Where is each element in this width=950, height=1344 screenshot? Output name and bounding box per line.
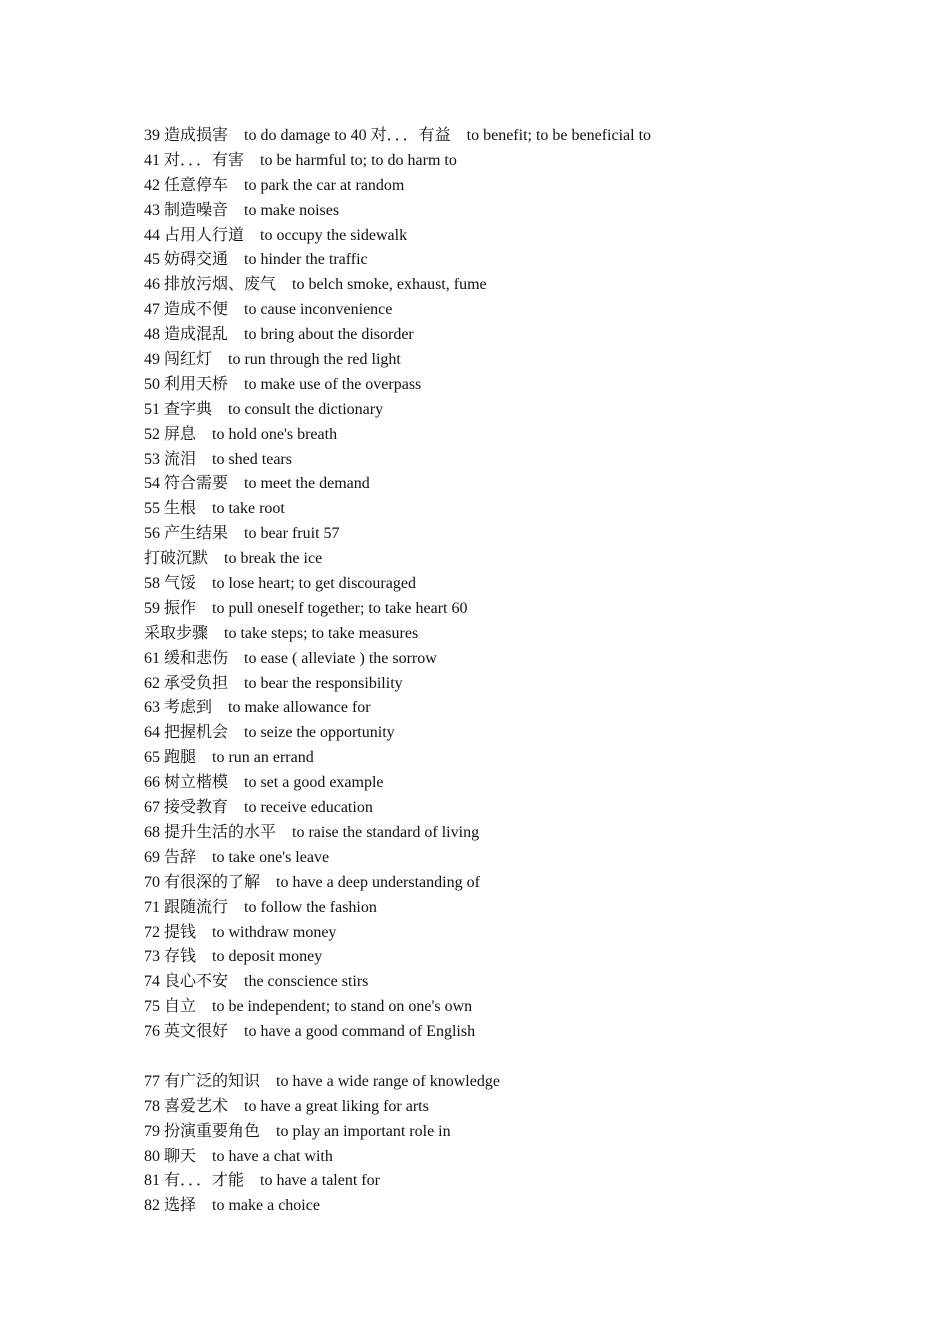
text-line: 68 提升生活的水平 to raise the standard of living [144,823,480,841]
text-line: 56 产生结果 to bear fruit 57 [144,525,340,543]
text-line: 70 有很深的了解 to have a deep understanding of [144,873,480,891]
text-line: 49 闯红灯 to run through the red light [144,351,401,369]
text-line: 46 排放污烟、废气 to belch smoke, exhaust, fume [144,276,487,294]
text-line: 64 把握机会 to seize the opportunity [144,724,395,742]
text-line: 41 对．．．有害 to be harmful to; to do harm to [144,151,457,169]
text-line: 43 制造噪音 to make noises [144,201,340,219]
text-line: 80 聊天 to have a chat with [144,1147,333,1165]
text-line: 50 利用天桥 to make use of the overpass [144,375,422,393]
text-line: 打破沉默 to break the ice [144,550,323,568]
text-line: 52 屏息 to hold one's breath [144,425,338,443]
text-line: 53 流泪 to shed tears [144,450,292,468]
text-line: 75 自立 to be independent; to stand on one's own [144,998,473,1016]
text-line: 42 任意停车 to park the car at random [144,176,405,194]
text-line: 62 承受负担 to bear the responsibility [144,674,403,692]
text-line: 48 造成混乱 to bring about the disorder [144,326,414,344]
text-line: 72 提钱 to withdraw money [144,923,337,941]
text-line: 44 占用人行道 to occupy the sidewalk [144,226,408,244]
text-line: 55 生根 to take root [144,500,285,518]
text-line: 69 告辞 to take one's leave [144,848,330,866]
text-line: 66 树立楷模 to set a good example [144,774,384,792]
text-line: 54 符合需要 to meet the demand [144,475,370,493]
text-line: 47 造成不便 to cause inconvenience [144,301,393,319]
document-page [144,124,864,1219]
text-line: 71 跟随流行 to follow the fashion [144,898,377,916]
text-line: 78 喜爱艺术 to have a great liking for arts [144,1097,429,1115]
text-line: 63 考虑到 to make allowance for [144,699,371,717]
text-line: 59 振作 to pull oneself together; to take heart 60 [144,599,468,617]
text-line: 82 选择 to make a choice [144,1197,320,1215]
text-line: 76 英文很好 to have a good command of English [144,1023,476,1041]
text-line: 81 有．．．才能 to have a talent for [144,1172,380,1190]
text-line: 67 接受教育 to receive education [144,799,373,817]
paragraph-break [144,1045,864,1070]
text-line: 45 妨碍交通 to hinder the traffic [144,251,368,269]
text-line: 79 扮演重要角色 to play an important role in [144,1122,451,1140]
text-line: 77 有广泛的知识 to have a wide range of knowledge [144,1072,500,1090]
text-line: 58 气馁 to lose heart; to get discouraged [144,575,416,593]
text-line: 39 造成损害 to do damage to 40 对．．．有益 to benefit; to be beneficial to [144,127,652,144]
text-line: 65 跑腿 to run an errand [144,749,314,767]
text-line: 采取步骤 to take steps; to take measures [144,624,419,642]
text-line: 73 存钱 to deposit money [144,948,323,966]
text-line: 61 缓和悲伤 to ease ( alleviate ) the sorrow [144,649,437,667]
text-line: 74 良心不安 the conscience stirs [144,973,369,991]
text-line: 51 查字典 to consult the dictionary [144,400,384,418]
